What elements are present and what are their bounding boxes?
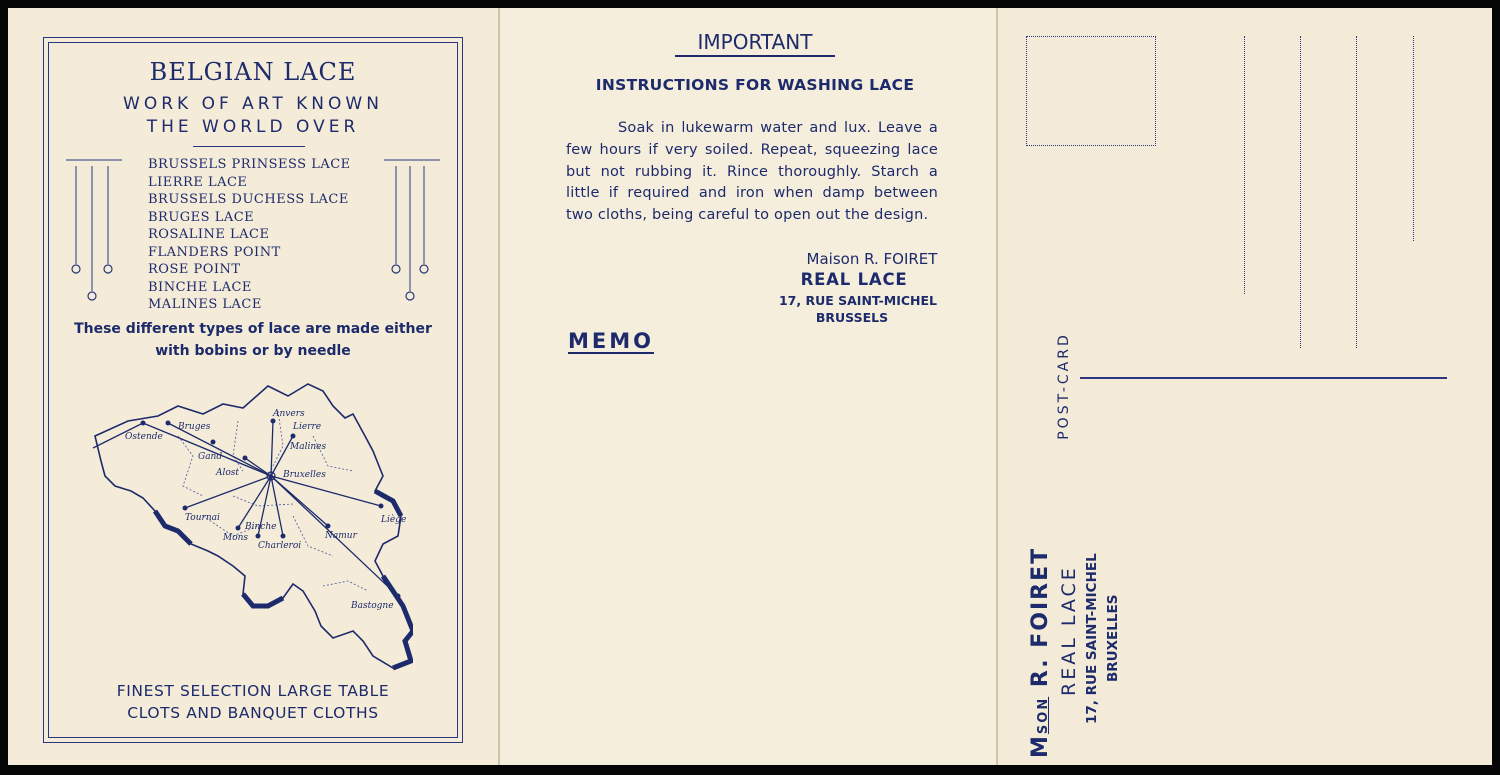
note-line-2: with bobins or by needle xyxy=(155,343,351,359)
signature-maison: Maison R. FOIRET xyxy=(806,250,938,268)
sender-street: 17, RUE SAINT-MICHEL xyxy=(1084,553,1100,724)
signature-real-lace: REAL LACE xyxy=(800,270,908,289)
list-item: BRUGES LACE xyxy=(148,209,255,225)
signature-city: BRUSSELS xyxy=(815,310,889,325)
city-label-lierre: Lierre xyxy=(293,422,322,432)
city-label-malines: Malines xyxy=(290,442,327,452)
city-label-alost: Alost xyxy=(216,468,240,478)
signature-street: 17, RUE SAINT-MICHEL xyxy=(778,293,938,308)
finest-selection-text xyxy=(43,680,463,724)
lace-types-panel xyxy=(8,8,498,765)
postcard-panel xyxy=(998,8,1492,765)
list-item: LIERRE LACE xyxy=(148,174,248,190)
list-item: BRUSSELS PRINSESS LACE xyxy=(148,157,351,172)
city-label-ostende: Ostende xyxy=(125,432,163,442)
city-label-tournai: Tournai xyxy=(185,513,220,523)
instructions-body: Soak in lukewarm water and lux. Leave a few hours if very soiled. Repeat, squeezing lace but not rubbing it. Rince thoroughly. Starch a little if required and iron when damp between two cloths, being careful to open out the design. xyxy=(566,120,938,224)
panel-title: BELGIAN LACE xyxy=(149,58,357,86)
list-item: ROSALINE LACE xyxy=(148,227,270,242)
note-line-1: These different types of lace are made either xyxy=(74,321,432,337)
sender-name: R. FOIRET xyxy=(1028,546,1053,688)
city-label-bruges: Bruges xyxy=(178,422,211,432)
radial-lines xyxy=(93,421,398,596)
list-item: FLANDERS POINT xyxy=(148,244,281,260)
instructions-title: INSTRUCTIONS FOR WASHING LACE xyxy=(595,76,915,94)
right-pendant-ornament xyxy=(382,158,442,308)
title-divider xyxy=(193,146,305,147)
dotted-divider xyxy=(1413,36,1414,241)
subtitle-line-1: WORK OF ART KNOWN xyxy=(123,94,383,114)
city-label-binche: Binche xyxy=(245,522,277,532)
sender-real-lace: REAL LACE xyxy=(1058,565,1080,696)
sender-m: M xyxy=(1028,734,1053,758)
address-line xyxy=(1080,377,1447,379)
city-label-namur: Namur xyxy=(325,531,357,541)
stamp-box xyxy=(1026,36,1156,146)
post-card-label: POST-CARD xyxy=(1056,332,1072,440)
list-item: ROSE POINT xyxy=(148,262,241,277)
sender-name-block xyxy=(1028,547,1053,758)
city-label-charleroi: Charleroi xyxy=(258,541,302,551)
memo-heading: MEMO xyxy=(568,329,654,353)
city-label-mons: Mons xyxy=(223,533,249,543)
important-heading: IMPORTANT xyxy=(675,30,835,57)
instructions-panel xyxy=(500,8,996,765)
finest-line-2: CLOTS AND BANQUET CLOTHS xyxy=(127,704,379,722)
lace-type-list xyxy=(148,156,351,314)
dotted-divider xyxy=(1356,36,1357,348)
city-label-bastogne: Bastogne xyxy=(351,601,394,611)
city-label-anvers: Anvers xyxy=(273,409,305,419)
dotted-divider xyxy=(1244,36,1245,294)
list-item: MALINES LACE xyxy=(148,297,262,312)
belgium-map xyxy=(83,376,413,676)
dotted-divider xyxy=(1300,36,1301,348)
sender-son: SON xyxy=(1036,696,1051,735)
sender-city: BRUXELLES xyxy=(1105,594,1121,682)
left-pendant-ornament xyxy=(66,158,126,308)
subtitle-line-2: THE WORLD OVER xyxy=(146,117,360,137)
city-dots xyxy=(141,419,401,599)
list-item: BINCHE LACE xyxy=(148,279,252,295)
city-label-bruxelles: Bruxelles xyxy=(283,470,326,480)
city-label-gand: Gand xyxy=(198,452,223,462)
lace-method-note xyxy=(43,318,463,362)
finest-line-1: FINEST SELECTION LARGE TABLE xyxy=(116,682,390,700)
list-item: BRUSSELS DUCHESS LACE xyxy=(148,192,349,207)
city-label-liege: Liège xyxy=(381,515,407,525)
